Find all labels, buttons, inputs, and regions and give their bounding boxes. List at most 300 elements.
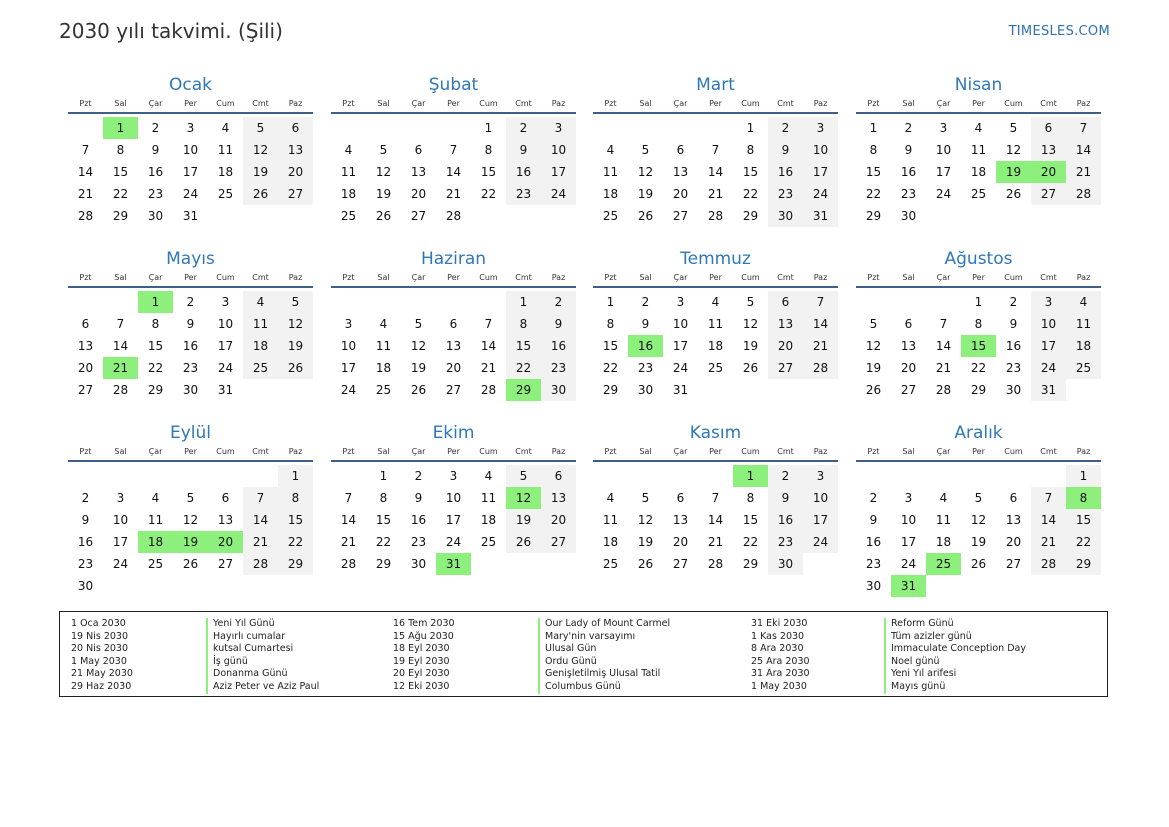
day-cell[interactable]: 25: [480, 535, 497, 549]
day-cell[interactable]: 20: [1031, 161, 1066, 183]
day-cell[interactable]: 2: [768, 465, 803, 487]
day-cell[interactable]: 9: [641, 317, 650, 331]
day-cell[interactable]: 22: [480, 187, 497, 201]
day-cell[interactable]: 9: [768, 487, 803, 509]
day-cell[interactable]: 2: [768, 117, 803, 139]
day-cell[interactable]: 18: [935, 535, 952, 549]
day-cell[interactable]: 25: [217, 187, 234, 201]
day-cell[interactable]: 5: [186, 491, 195, 505]
day-cell[interactable]: 24: [182, 187, 199, 201]
day-cell[interactable]: 27: [672, 557, 689, 571]
day-cell[interactable]: 6: [414, 143, 423, 157]
day-cell[interactable]: 21: [1066, 161, 1101, 183]
day-cell[interactable]: 29: [602, 383, 619, 397]
day-cell[interactable]: 27: [278, 183, 313, 205]
day-cell[interactable]: 12: [182, 513, 199, 527]
day-cell[interactable]: 29: [112, 209, 129, 223]
day-cell[interactable]: 17: [1031, 335, 1066, 357]
day-cell[interactable]: 30: [865, 579, 882, 593]
day-cell[interactable]: 4: [344, 143, 353, 157]
day-cell[interactable]: 22: [506, 357, 541, 379]
day-cell[interactable]: 22: [112, 187, 129, 201]
day-cell[interactable]: 28: [935, 383, 952, 397]
day-cell[interactable]: 11: [147, 513, 164, 527]
day-cell[interactable]: 26: [375, 209, 392, 223]
day-cell[interactable]: 9: [81, 513, 90, 527]
day-cell[interactable]: 8: [974, 317, 983, 331]
day-cell[interactable]: 10: [803, 487, 838, 509]
day-cell[interactable]: 15: [112, 165, 129, 179]
day-cell[interactable]: 21: [480, 361, 497, 375]
day-cell[interactable]: 20: [1005, 535, 1022, 549]
day-cell[interactable]: 11: [375, 339, 392, 353]
day-cell[interactable]: 9: [541, 313, 576, 335]
day-cell[interactable]: 10: [182, 143, 199, 157]
day-cell[interactable]: 15: [480, 165, 497, 179]
day-cell[interactable]: 23: [541, 357, 576, 379]
day-cell[interactable]: 20: [541, 509, 576, 531]
day-cell[interactable]: 28: [707, 209, 724, 223]
day-cell[interactable]: 15: [375, 513, 392, 527]
day-cell[interactable]: 9: [151, 143, 160, 157]
day-cell[interactable]: 25: [602, 209, 619, 223]
day-cell[interactable]: 22: [1066, 531, 1101, 553]
day-cell[interactable]: 28: [112, 383, 129, 397]
day-cell[interactable]: 30: [1005, 383, 1022, 397]
day-cell[interactable]: 19: [637, 187, 654, 201]
day-cell[interactable]: 25: [1066, 357, 1101, 379]
day-cell[interactable]: 18: [375, 361, 392, 375]
day-cell[interactable]: 18: [1066, 335, 1101, 357]
day-cell[interactable]: 3: [221, 295, 230, 309]
day-cell[interactable]: 24: [935, 187, 952, 201]
day-cell[interactable]: 16: [506, 161, 541, 183]
day-cell[interactable]: 22: [865, 187, 882, 201]
day-cell[interactable]: 13: [1031, 139, 1066, 161]
day-cell[interactable]: 12: [243, 139, 278, 161]
day-cell[interactable]: 5: [641, 491, 650, 505]
day-cell[interactable]: 1: [733, 465, 768, 487]
day-cell[interactable]: 23: [506, 183, 541, 205]
day-cell[interactable]: 1: [869, 121, 878, 135]
day-cell[interactable]: 4: [151, 491, 160, 505]
day-cell[interactable]: 12: [970, 513, 987, 527]
day-cell[interactable]: 1: [974, 295, 983, 309]
day-cell[interactable]: 3: [449, 469, 458, 483]
day-cell[interactable]: 30: [77, 579, 94, 593]
day-cell[interactable]: 6: [278, 117, 313, 139]
day-cell[interactable]: 26: [970, 557, 987, 571]
day-cell[interactable]: 13: [672, 513, 689, 527]
day-cell[interactable]: 6: [81, 317, 90, 331]
day-cell[interactable]: 10: [803, 139, 838, 161]
day-cell[interactable]: 27: [1005, 557, 1022, 571]
day-cell[interactable]: 21: [1031, 531, 1066, 553]
day-cell[interactable]: 16: [147, 165, 164, 179]
day-cell[interactable]: 14: [1031, 509, 1066, 531]
day-cell[interactable]: 25: [707, 361, 724, 375]
day-cell[interactable]: 21: [243, 531, 278, 553]
day-cell[interactable]: 21: [803, 335, 838, 357]
day-cell[interactable]: 18: [602, 535, 619, 549]
day-cell[interactable]: 3: [904, 491, 913, 505]
day-cell[interactable]: 21: [340, 535, 357, 549]
day-cell[interactable]: 26: [865, 383, 882, 397]
day-cell[interactable]: 16: [541, 335, 576, 357]
day-cell[interactable]: 25: [243, 357, 278, 379]
day-cell[interactable]: 19: [970, 535, 987, 549]
day-cell[interactable]: 25: [926, 553, 961, 575]
day-cell[interactable]: 13: [278, 139, 313, 161]
day-cell[interactable]: 26: [410, 383, 427, 397]
day-cell[interactable]: 22: [970, 361, 987, 375]
day-cell[interactable]: 25: [602, 557, 619, 571]
day-cell[interactable]: 17: [112, 535, 129, 549]
day-cell[interactable]: 16: [768, 509, 803, 531]
day-cell[interactable]: 29: [970, 383, 987, 397]
day-cell[interactable]: 9: [506, 139, 541, 161]
day-cell[interactable]: 16: [628, 335, 663, 357]
day-cell[interactable]: 19: [865, 361, 882, 375]
day-cell[interactable]: 27: [541, 531, 576, 553]
day-cell[interactable]: 20: [672, 535, 689, 549]
day-cell[interactable]: 12: [637, 513, 654, 527]
day-cell[interactable]: 15: [865, 165, 882, 179]
day-cell[interactable]: 7: [939, 317, 948, 331]
day-cell[interactable]: 7: [711, 143, 720, 157]
day-cell[interactable]: 29: [1066, 553, 1101, 575]
day-cell[interactable]: 11: [243, 313, 278, 335]
brand-link[interactable]: TIMESLES.COM: [1008, 24, 1110, 39]
day-cell[interactable]: 4: [379, 317, 388, 331]
day-cell[interactable]: 21: [77, 187, 94, 201]
day-cell[interactable]: 11: [935, 513, 952, 527]
day-cell[interactable]: 7: [449, 143, 458, 157]
day-cell[interactable]: 4: [939, 491, 948, 505]
day-cell[interactable]: 26: [1005, 187, 1022, 201]
day-cell[interactable]: 1: [103, 117, 138, 139]
day-cell[interactable]: 10: [445, 491, 462, 505]
day-cell[interactable]: 15: [1066, 509, 1101, 531]
day-cell[interactable]: 19: [996, 161, 1031, 183]
day-cell[interactable]: 4: [243, 291, 278, 313]
day-cell[interactable]: 19: [278, 335, 313, 357]
day-cell[interactable]: 20: [410, 187, 427, 201]
day-cell[interactable]: 22: [602, 361, 619, 375]
day-cell[interactable]: 14: [935, 339, 952, 353]
day-cell[interactable]: 20: [672, 187, 689, 201]
day-cell[interactable]: 31: [436, 553, 471, 575]
day-cell[interactable]: 12: [742, 317, 759, 331]
day-cell[interactable]: 5: [1009, 121, 1018, 135]
day-cell[interactable]: 13: [410, 165, 427, 179]
day-cell[interactable]: 13: [672, 165, 689, 179]
day-cell[interactable]: 27: [1031, 183, 1066, 205]
day-cell[interactable]: 13: [77, 339, 94, 353]
day-cell[interactable]: 3: [803, 465, 838, 487]
day-cell[interactable]: 16: [410, 513, 427, 527]
day-cell[interactable]: 2: [869, 491, 878, 505]
day-cell[interactable]: 17: [803, 161, 838, 183]
day-cell[interactable]: 10: [217, 317, 234, 331]
day-cell[interactable]: 25: [340, 209, 357, 223]
day-cell[interactable]: 10: [672, 317, 689, 331]
day-cell[interactable]: 28: [1031, 553, 1066, 575]
day-cell[interactable]: 21: [707, 535, 724, 549]
day-cell[interactable]: 1: [379, 469, 388, 483]
day-cell[interactable]: 7: [116, 317, 125, 331]
day-cell[interactable]: 7: [803, 291, 838, 313]
day-cell[interactable]: 11: [480, 491, 497, 505]
day-cell[interactable]: 17: [803, 509, 838, 531]
day-cell[interactable]: 20: [445, 361, 462, 375]
day-cell[interactable]: 10: [112, 513, 129, 527]
day-cell[interactable]: 26: [278, 357, 313, 379]
day-cell[interactable]: 24: [112, 557, 129, 571]
day-cell[interactable]: 8: [869, 143, 878, 157]
day-cell[interactable]: 7: [344, 491, 353, 505]
day-cell[interactable]: 11: [1066, 313, 1101, 335]
day-cell[interactable]: 10: [935, 143, 952, 157]
day-cell[interactable]: 15: [506, 335, 541, 357]
day-cell[interactable]: 3: [1031, 291, 1066, 313]
day-cell[interactable]: 18: [217, 165, 234, 179]
day-cell[interactable]: 24: [1031, 357, 1066, 379]
day-cell[interactable]: 2: [1009, 295, 1018, 309]
day-cell[interactable]: 18: [243, 335, 278, 357]
day-cell[interactable]: 5: [379, 143, 388, 157]
day-cell[interactable]: 14: [1066, 139, 1101, 161]
day-cell[interactable]: 4: [606, 491, 615, 505]
day-cell[interactable]: 30: [637, 383, 654, 397]
day-cell[interactable]: 5: [506, 465, 541, 487]
day-cell[interactable]: 11: [602, 513, 619, 527]
day-cell[interactable]: 5: [869, 317, 878, 331]
day-cell[interactable]: 26: [243, 183, 278, 205]
day-cell[interactable]: 17: [900, 535, 917, 549]
day-cell[interactable]: 27: [77, 383, 94, 397]
day-cell[interactable]: 3: [803, 117, 838, 139]
day-cell[interactable]: 22: [147, 361, 164, 375]
day-cell[interactable]: 19: [637, 535, 654, 549]
day-cell[interactable]: 27: [768, 357, 803, 379]
day-cell[interactable]: 6: [1031, 117, 1066, 139]
day-cell[interactable]: 20: [900, 361, 917, 375]
day-cell[interactable]: 20: [208, 531, 243, 553]
day-cell[interactable]: 23: [768, 531, 803, 553]
day-cell[interactable]: 28: [1066, 183, 1101, 205]
day-cell[interactable]: 8: [746, 491, 755, 505]
day-cell[interactable]: 31: [1031, 379, 1066, 401]
day-cell[interactable]: 3: [116, 491, 125, 505]
day-cell[interactable]: 25: [375, 383, 392, 397]
day-cell[interactable]: 23: [865, 557, 882, 571]
day-cell[interactable]: 3: [541, 117, 576, 139]
day-cell[interactable]: 19: [506, 509, 541, 531]
day-cell[interactable]: 8: [1066, 487, 1101, 509]
day-cell[interactable]: 2: [151, 121, 160, 135]
day-cell[interactable]: 11: [340, 165, 357, 179]
day-cell[interactable]: 22: [278, 531, 313, 553]
day-cell[interactable]: 17: [445, 513, 462, 527]
day-cell[interactable]: 24: [803, 183, 838, 205]
day-cell[interactable]: 1: [746, 121, 755, 135]
day-cell[interactable]: 18: [970, 165, 987, 179]
day-cell[interactable]: 14: [243, 509, 278, 531]
day-cell[interactable]: 3: [344, 317, 353, 331]
day-cell[interactable]: 24: [541, 183, 576, 205]
day-cell[interactable]: 19: [742, 339, 759, 353]
day-cell[interactable]: 9: [768, 139, 803, 161]
day-cell[interactable]: 20: [768, 335, 803, 357]
day-cell[interactable]: 24: [217, 361, 234, 375]
day-cell[interactable]: 6: [449, 317, 458, 331]
day-cell[interactable]: 26: [637, 557, 654, 571]
day-cell[interactable]: 6: [676, 491, 685, 505]
day-cell[interactable]: 16: [1005, 339, 1022, 353]
day-cell[interactable]: 30: [768, 553, 803, 575]
day-cell[interactable]: 29: [278, 553, 313, 575]
day-cell[interactable]: 11: [970, 143, 987, 157]
day-cell[interactable]: 1: [278, 465, 313, 487]
day-cell[interactable]: 11: [602, 165, 619, 179]
day-cell[interactable]: 5: [278, 291, 313, 313]
day-cell[interactable]: 12: [506, 487, 541, 509]
day-cell[interactable]: 27: [900, 383, 917, 397]
day-cell[interactable]: 1: [1066, 465, 1101, 487]
day-cell[interactable]: 31: [672, 383, 689, 397]
day-cell[interactable]: 26: [742, 361, 759, 375]
day-cell[interactable]: 28: [340, 557, 357, 571]
day-cell[interactable]: 15: [602, 339, 619, 353]
day-cell[interactable]: 26: [637, 209, 654, 223]
day-cell[interactable]: 6: [221, 491, 230, 505]
day-cell[interactable]: 11: [707, 317, 724, 331]
day-cell[interactable]: 14: [112, 339, 129, 353]
day-cell[interactable]: 4: [1066, 291, 1101, 313]
day-cell[interactable]: 28: [803, 357, 838, 379]
day-cell[interactable]: 15: [742, 165, 759, 179]
day-cell[interactable]: 17: [935, 165, 952, 179]
day-cell[interactable]: 29: [506, 379, 541, 401]
day-cell[interactable]: 14: [480, 339, 497, 353]
day-cell[interactable]: 6: [676, 143, 685, 157]
day-cell[interactable]: 29: [147, 383, 164, 397]
day-cell[interactable]: 29: [865, 209, 882, 223]
day-cell[interactable]: 23: [900, 187, 917, 201]
day-cell[interactable]: 18: [602, 187, 619, 201]
day-cell[interactable]: 17: [541, 161, 576, 183]
day-cell[interactable]: 23: [768, 183, 803, 205]
day-cell[interactable]: 24: [803, 531, 838, 553]
day-cell[interactable]: 24: [900, 557, 917, 571]
day-cell[interactable]: 24: [672, 361, 689, 375]
day-cell[interactable]: 6: [1009, 491, 1018, 505]
day-cell[interactable]: 1: [506, 291, 541, 313]
day-cell[interactable]: 21: [445, 187, 462, 201]
day-cell[interactable]: 14: [707, 513, 724, 527]
day-cell[interactable]: 17: [182, 165, 199, 179]
day-cell[interactable]: 8: [484, 143, 493, 157]
day-cell[interactable]: 7: [81, 143, 90, 157]
day-cell[interactable]: 24: [445, 535, 462, 549]
day-cell[interactable]: 15: [742, 513, 759, 527]
day-cell[interactable]: 7: [243, 487, 278, 509]
day-cell[interactable]: 23: [147, 187, 164, 201]
day-cell[interactable]: 22: [742, 187, 759, 201]
day-cell[interactable]: 13: [445, 339, 462, 353]
day-cell[interactable]: 15: [961, 335, 996, 357]
day-cell[interactable]: 3: [939, 121, 948, 135]
day-cell[interactable]: 25: [147, 557, 164, 571]
day-cell[interactable]: 1: [138, 291, 173, 313]
day-cell[interactable]: 2: [641, 295, 650, 309]
day-cell[interactable]: 30: [147, 209, 164, 223]
day-cell[interactable]: 16: [768, 161, 803, 183]
day-cell[interactable]: 13: [217, 513, 234, 527]
day-cell[interactable]: 23: [182, 361, 199, 375]
day-cell[interactable]: 23: [410, 535, 427, 549]
day-cell[interactable]: 21: [707, 187, 724, 201]
day-cell[interactable]: 12: [410, 339, 427, 353]
day-cell[interactable]: 27: [217, 557, 234, 571]
day-cell[interactable]: 30: [768, 205, 803, 227]
day-cell[interactable]: 19: [243, 161, 278, 183]
day-cell[interactable]: 10: [900, 513, 917, 527]
day-cell[interactable]: 4: [711, 295, 720, 309]
day-cell[interactable]: 7: [484, 317, 493, 331]
day-cell[interactable]: 29: [742, 209, 759, 223]
day-cell[interactable]: 9: [869, 513, 878, 527]
day-cell[interactable]: 7: [1031, 487, 1066, 509]
day-cell[interactable]: 28: [480, 383, 497, 397]
day-cell[interactable]: 2: [541, 291, 576, 313]
day-cell[interactable]: 14: [77, 165, 94, 179]
day-cell[interactable]: 8: [379, 491, 388, 505]
day-cell[interactable]: 1: [606, 295, 615, 309]
day-cell[interactable]: 12: [637, 165, 654, 179]
day-cell[interactable]: 9: [414, 491, 423, 505]
day-cell[interactable]: 5: [746, 295, 755, 309]
day-cell[interactable]: 11: [217, 143, 234, 157]
day-cell[interactable]: 2: [81, 491, 90, 505]
day-cell[interactable]: 19: [375, 187, 392, 201]
day-cell[interactable]: 4: [221, 121, 230, 135]
day-cell[interactable]: 14: [803, 313, 838, 335]
day-cell[interactable]: 14: [445, 165, 462, 179]
day-cell[interactable]: 13: [900, 339, 917, 353]
day-cell[interactable]: 5: [414, 317, 423, 331]
day-cell[interactable]: 10: [340, 339, 357, 353]
day-cell[interactable]: 30: [182, 383, 199, 397]
day-cell[interactable]: 17: [672, 339, 689, 353]
day-cell[interactable]: 30: [410, 557, 427, 571]
day-cell[interactable]: 7: [711, 491, 720, 505]
day-cell[interactable]: 4: [484, 469, 493, 483]
day-cell[interactable]: 31: [217, 383, 234, 397]
day-cell[interactable]: 5: [243, 117, 278, 139]
day-cell[interactable]: 5: [641, 143, 650, 157]
day-cell[interactable]: 23: [77, 557, 94, 571]
day-cell[interactable]: 1: [484, 121, 493, 135]
day-cell[interactable]: 18: [340, 187, 357, 201]
day-cell[interactable]: 7: [1066, 117, 1101, 139]
day-cell[interactable]: 3: [676, 295, 685, 309]
day-cell[interactable]: 29: [375, 557, 392, 571]
day-cell[interactable]: 30: [900, 209, 917, 223]
day-cell[interactable]: 21: [103, 357, 138, 379]
day-cell[interactable]: 2: [414, 469, 423, 483]
